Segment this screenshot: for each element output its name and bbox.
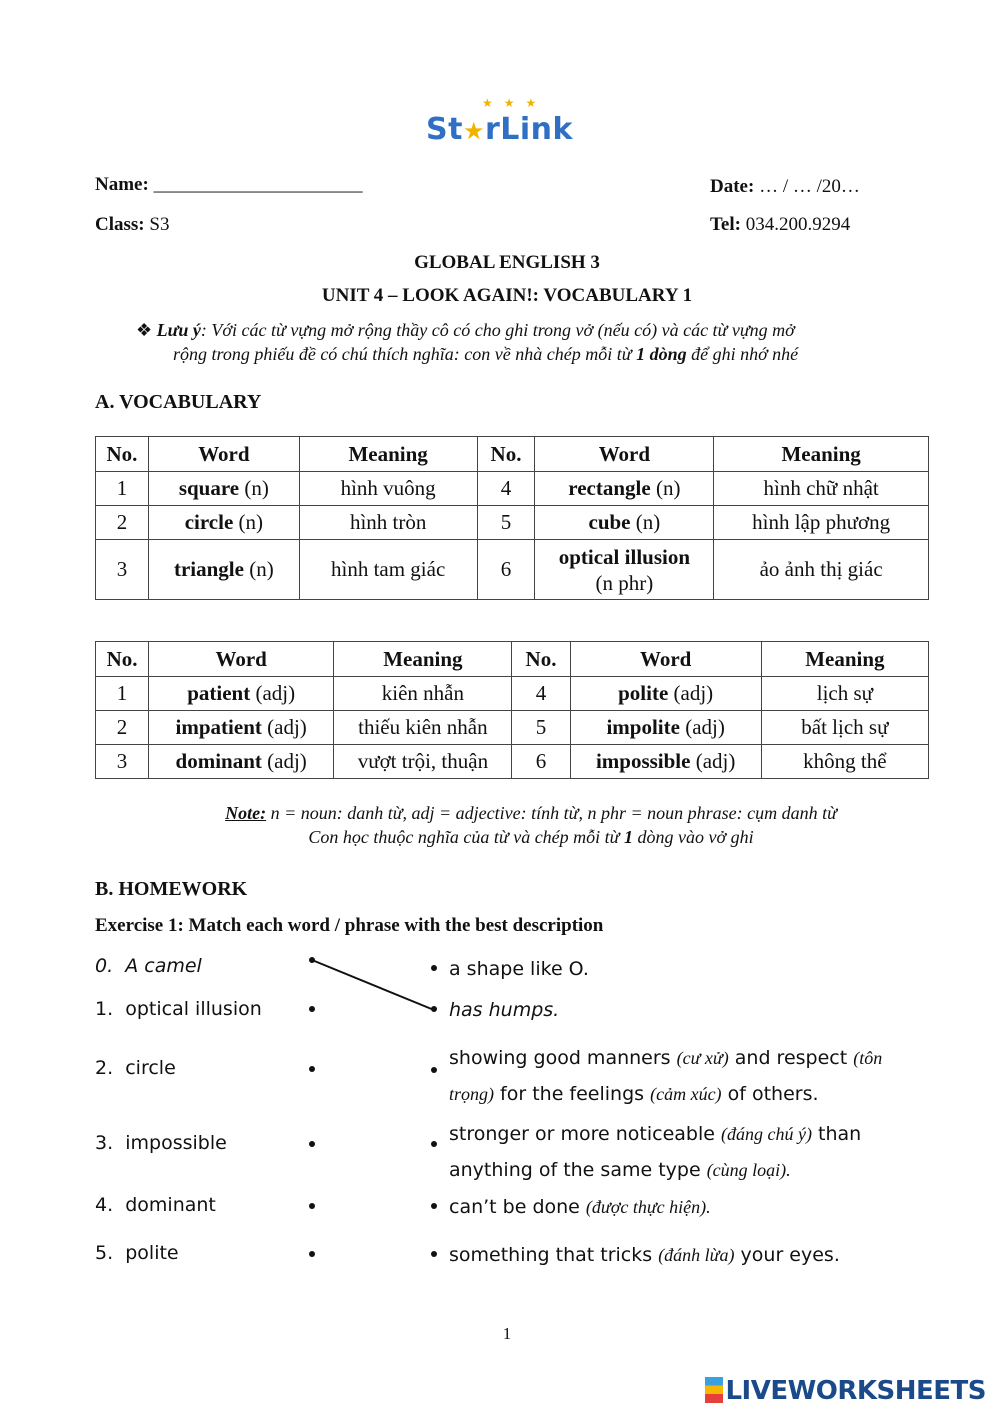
table-header-row: [96, 437, 929, 472]
cell-word: [570, 711, 761, 745]
cell-word: [148, 472, 299, 506]
cell-word: [570, 745, 761, 779]
name-label: Name:: [95, 174, 149, 195]
cell-word: [148, 540, 299, 600]
desc-text: anything of the same type: [449, 1159, 707, 1181]
match-item-3: [95, 1132, 227, 1154]
date-label: Date:: [710, 176, 755, 197]
col-header: Meaning: [761, 642, 928, 677]
cell-meaning: hình tròn: [299, 506, 477, 540]
cell-word: [149, 745, 334, 779]
star-icon: ★: [462, 117, 485, 145]
item-word: optical illusion: [125, 998, 262, 1020]
date-field: [710, 176, 860, 198]
col-header: Word: [148, 437, 299, 472]
starlink-logo: [420, 92, 600, 152]
col-header: No.: [96, 642, 149, 677]
cell-word: [148, 506, 299, 540]
item-number: 2.: [95, 1057, 114, 1079]
page-number: 1: [502, 1324, 512, 1343]
cell-word: [570, 677, 761, 711]
word-tag: (adj): [695, 749, 736, 773]
right-dot-3[interactable]: [431, 1141, 437, 1147]
desc-text: can’t be done: [449, 1196, 586, 1218]
item-word: circle: [125, 1057, 176, 1079]
class-field: [95, 214, 169, 236]
desc-vi: (đáng chú ý): [720, 1124, 812, 1144]
col-header: No.: [512, 642, 570, 677]
name-blank[interactable]: ______________________: [153, 174, 363, 195]
match-item-4: [95, 1194, 216, 1216]
liveworksheets-icon: [705, 1377, 723, 1403]
col-header: Word: [535, 437, 714, 472]
cell-no: 2: [96, 506, 149, 540]
desc-text: for the feelings: [494, 1083, 651, 1105]
date-value: … / … /20…: [759, 176, 860, 197]
right-dot-4[interactable]: [431, 1203, 437, 1209]
brand-text: LIVEWORKSHEETS: [725, 1376, 986, 1406]
word-text: optical illusion: [558, 544, 691, 569]
liveworksheets-brand[interactable]: [705, 1376, 986, 1406]
desc-vi: (cảm xúc): [650, 1084, 722, 1104]
word-text: impatient: [175, 715, 262, 739]
class-label: Class:: [95, 214, 145, 235]
item-word: A camel: [125, 955, 202, 977]
table-row: [96, 472, 929, 506]
cell-meaning: vượt trội, thuận: [334, 745, 512, 779]
item-number: 3.: [95, 1132, 114, 1154]
desc-vi: (được thực hiện).: [585, 1197, 711, 1217]
desc-text: than: [811, 1123, 862, 1145]
cell-meaning: hình tam giác: [299, 540, 477, 600]
item-number: 5.: [95, 1242, 114, 1264]
col-header: No.: [96, 437, 149, 472]
word-tag: (adj): [685, 715, 725, 739]
word-tag: (n): [238, 510, 264, 534]
note-bottom-line2: [0, 825, 1000, 849]
cell-no: 5: [477, 506, 535, 540]
cell-meaning: kiên nhẫn: [334, 677, 512, 711]
desc-text: your eyes.: [734, 1244, 840, 1266]
word-text: triangle: [173, 557, 244, 581]
desc-vi: (tôn: [853, 1048, 883, 1068]
left-dot-4[interactable]: [309, 1203, 315, 1209]
cell-no: 4: [512, 677, 570, 711]
match-desc-0: a shape like O.: [449, 958, 589, 980]
name-field: [95, 174, 363, 196]
cell-word: [149, 711, 334, 745]
match-item-5: [95, 1242, 179, 1264]
word-tag: (adj): [267, 749, 307, 773]
col-header: Meaning: [299, 437, 477, 472]
item-number: 1.: [95, 998, 114, 1020]
desc-vi: (đánh lừa): [658, 1245, 735, 1265]
left-dot-3[interactable]: [309, 1141, 315, 1147]
match-item-1: [95, 998, 262, 1020]
word-text: circle: [184, 510, 234, 534]
item-word: polite: [125, 1242, 179, 1264]
tel-value: 034.200.9294: [745, 214, 851, 235]
cell-meaning: lịch sự: [761, 677, 928, 711]
word-text: rectangle: [568, 476, 651, 500]
word-text: dominant: [175, 749, 262, 773]
vocab-table-1: [95, 436, 929, 600]
word-text: polite: [618, 681, 669, 705]
word-tag: (n): [244, 476, 269, 500]
cell-no: 1: [96, 472, 149, 506]
note-bottom-text2c: dòng vào vở ghi: [633, 827, 754, 847]
word-tag: (adj): [673, 681, 714, 705]
cell-meaning: hình vuông: [299, 472, 477, 506]
desc-vi: (cư xử): [676, 1048, 729, 1068]
item-number: 0.: [95, 955, 114, 977]
cell-word: [149, 677, 334, 711]
note-top-text2a: rộng trong phiếu đề có chú thích nghĩa: con về nhà chép mỗi từ: [173, 344, 637, 364]
class-value: S3: [149, 214, 170, 235]
left-dot-2[interactable]: [309, 1066, 315, 1072]
right-dot-2[interactable]: [431, 1067, 437, 1073]
desc-text: something that tricks: [449, 1244, 659, 1266]
left-dot-5[interactable]: [309, 1251, 315, 1257]
table-header-row: [96, 642, 929, 677]
word-text: impolite: [606, 715, 680, 739]
table-row: [96, 711, 929, 745]
desc-vi: trọng): [449, 1084, 494, 1104]
word-text: square: [178, 476, 240, 500]
desc-text: stronger or more noticeable: [449, 1123, 721, 1145]
word-tag: (n phr): [595, 570, 654, 595]
desc-text: of others.: [721, 1083, 819, 1105]
word-text: patient: [187, 681, 251, 705]
vocab-table-2: [95, 641, 929, 779]
item-word: impossible: [125, 1132, 227, 1154]
cell-no: 4: [477, 472, 535, 506]
note-bottom-text1: n = noun: danh từ, adj = adjective: tính từ, n phr = noun phrase: cụm danh từ: [266, 803, 837, 823]
desc-vi: (cùng loại).: [706, 1160, 791, 1180]
tel-label: Tel:: [710, 214, 741, 235]
cell-no: 1: [96, 677, 149, 711]
match-line: [312, 960, 434, 1010]
word-tag: (n): [249, 557, 274, 581]
table-row: [96, 540, 929, 600]
note-bottom-line1: [0, 801, 1000, 825]
section-b-heading: B. HOMEWORK: [95, 878, 248, 900]
col-header: Meaning: [714, 437, 929, 472]
item-word: dominant: [125, 1194, 216, 1216]
word-text: impossible: [595, 749, 691, 773]
cell-word: [535, 472, 714, 506]
cell-word: [535, 506, 714, 540]
cell-meaning: hình lập phương: [714, 506, 929, 540]
logo-text: [426, 112, 573, 147]
note-bottom-text2a: Con học thuộc nghĩa của từ và chép mỗi từ: [308, 827, 624, 847]
desc-text: and respect: [728, 1047, 854, 1069]
table-row: [96, 745, 929, 779]
desc-text: showing good manners: [449, 1047, 677, 1069]
cell-meaning: không thể: [761, 745, 928, 779]
logo-stars: ★ ★ ★: [482, 96, 541, 110]
word-tag: (adj): [267, 715, 307, 739]
cell-word: [535, 540, 714, 600]
unit-title: UNIT 4 – LOOK AGAIN!: VOCABULARY 1: [321, 285, 693, 306]
match-desc-3: [449, 1116, 861, 1188]
match-desc-4: [449, 1196, 711, 1218]
course-title: GLOBAL ENGLISH 3: [414, 252, 600, 273]
word-text: cube: [588, 510, 631, 534]
col-header: Meaning: [334, 642, 512, 677]
note-bottom-label: Note:: [225, 803, 267, 823]
example-match-line: [300, 950, 450, 1020]
cell-no: 6: [477, 540, 535, 600]
cell-meaning: ảo ảnh thị giác: [714, 540, 929, 600]
cell-meaning: thiếu kiên nhẫn: [334, 711, 512, 745]
match-desc-2: [449, 1040, 882, 1112]
cell-no: 2: [96, 711, 149, 745]
right-dot-5[interactable]: [431, 1251, 437, 1257]
match-desc-1: has humps.: [449, 999, 560, 1021]
logo-text-end: rLink: [484, 112, 573, 147]
table-row: [96, 677, 929, 711]
item-number: 4.: [95, 1194, 114, 1216]
note-top-line2: [173, 342, 798, 366]
col-header: No.: [477, 437, 535, 472]
section-a-heading: A. VOCABULARY: [95, 391, 262, 413]
note-top-label: Lưu ý: [156, 320, 201, 340]
cell-meaning: hình chữ nhật: [714, 472, 929, 506]
match-item-2: [95, 1057, 176, 1079]
cell-no: 5: [512, 711, 570, 745]
match-desc-5: [449, 1244, 840, 1266]
cell-no: 6: [512, 745, 570, 779]
match-item-0: [95, 955, 202, 977]
note-top-text2b: 1 dòng: [636, 344, 687, 364]
col-header: Word: [570, 642, 761, 677]
exercise1-title: Exercise 1: Match each word / phrase with the best description: [95, 915, 604, 936]
cell-meaning: bất lịch sự: [761, 711, 928, 745]
table-row: [96, 506, 929, 540]
cell-no: 3: [96, 745, 149, 779]
col-header: Word: [149, 642, 334, 677]
word-tag: (adj): [255, 681, 296, 705]
note-bottom-text2b: 1: [624, 827, 633, 847]
note-top-text2c: để ghi nhớ nhé: [686, 344, 799, 364]
word-tag: (n): [635, 510, 661, 534]
cell-no: 3: [96, 540, 149, 600]
note-top-line1: [136, 318, 795, 342]
word-tag: (n): [655, 476, 681, 500]
tel-field: [710, 214, 850, 236]
logo-text-start: St: [426, 112, 463, 147]
diamond-bullet-icon: ❖: [136, 320, 153, 340]
note-top-text1: : Với các từ vựng mở rộng thầy cô có cho ghi trong vở (nếu có) và các từ vựng mở: [200, 320, 795, 340]
